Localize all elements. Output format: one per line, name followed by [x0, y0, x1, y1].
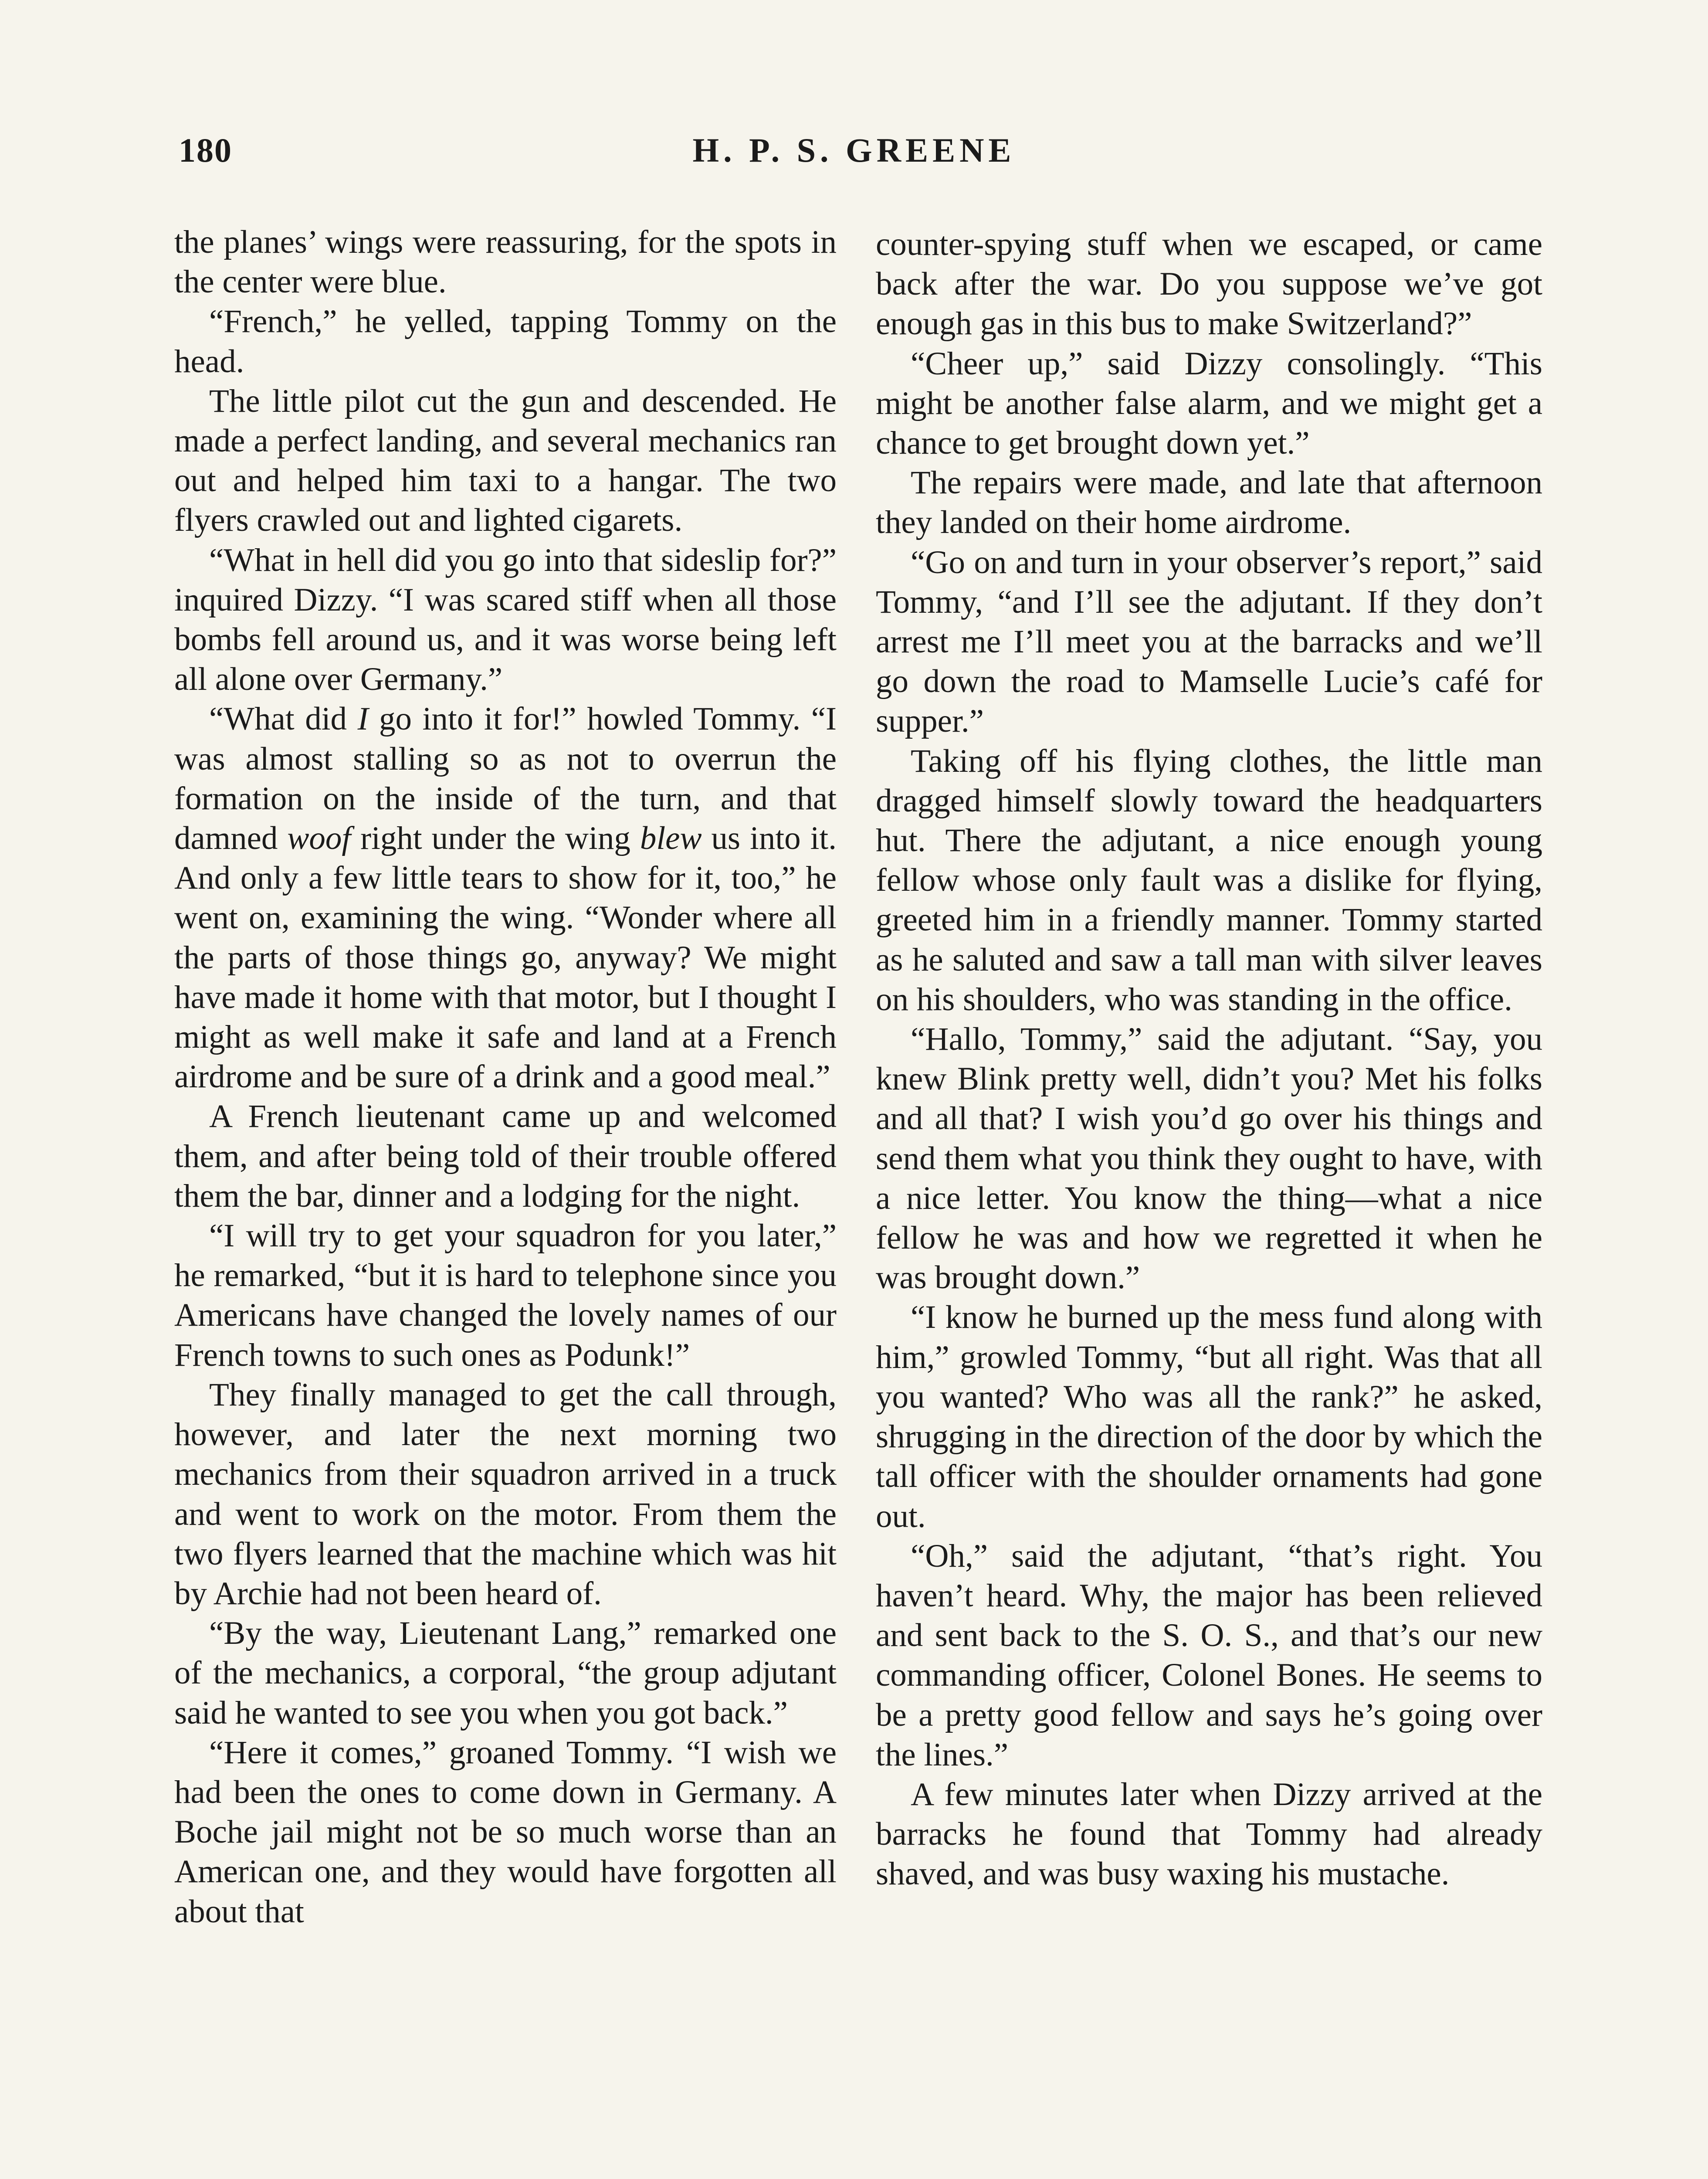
paragraph: The little pilot cut the gun and descended. He made a perfect landing, and several mechanics ran out and helped him taxi to a hangar. The two flyers crawled out and lighted cigarets. [174, 383, 837, 539]
paragraph: counter-spying stuff when we escaped, or came back after the war. Do you suppose we’ve got enough gas in this bus to make Switzerland?” [876, 226, 1542, 342]
paragraph: “Here it comes,” groaned Tommy. “I wish we had been the ones to come down in Germany. A Boche jail might not be so much worse than an American one, and they would have forgotten all about that [174, 1734, 837, 1930]
paragraph: “Go on and turn in your observer’s report,” said Tommy, “and I’ll see the adjutant. If they don’t arrest me I’ll meet you at the barracks and we’ll go down the road to Mamselle Lucie’s café for supper.” [876, 544, 1542, 740]
paragraph: “By the way, Lieutenant Lang,” remarked one of the mechanics, a corporal, “the group adjutant said he wanted to see you when you got back.” [174, 1615, 837, 1731]
paragraph: A few minutes later when Dizzy arrived at the barracks he found that Tommy had already shaved, and was busy waxing his mustache. [876, 1776, 1542, 1892]
page-header [0, 131, 1708, 192]
paragraph: “Oh,” said the adjutant, “that’s right. You haven’t heard. Why, the major has been relieved and sent back to the S. O. S., and that’s our new commanding officer, Colonel Bones. He seems to be a pretty good fellow and says he’s going over the lines.” [876, 1538, 1542, 1773]
paragraph: “I will try to get your squadron for you later,” he remarked, “but it is hard to telephone since you Americans have changed the lovely names of our French towns to such ones as Podunk!” [174, 1218, 837, 1373]
page-number: 180 [179, 131, 232, 169]
paragraph: the planes’ wings were reassuring, for the spots in the center were blue. [174, 224, 837, 300]
paragraph: “I know he burned up the mess fund along with him,” growled Tommy, “but all right. Was that all you wanted? Who was all the rank?” he asked, shrugging in the direction of the door by which the tall officer with the shoulder ornaments had gone out. [876, 1299, 1542, 1534]
paragraph: They finally managed to get the call through, however, and later the next morning two mechanics from their squadron arrived in a truck and went to work on the motor. From them the two flyers learned that the machine which was hit by Archie had not been heard of. [174, 1376, 837, 1612]
right-column [876, 224, 1542, 1894]
paragraph: “What in hell did you go into that sideslip for?” inquired Dizzy. “I was scared stiff when all those bombs fell around us, and it was worse being left all alone over Germany.” [174, 542, 837, 698]
paragraph: The repairs were made, and late that afternoon they landed on their home airdrome. [876, 465, 1542, 541]
paragraph: A French lieutenant came up and welcomed them, and after being told of their trouble offered them the bar, dinner and a lodging for the night. [174, 1098, 837, 1214]
paragraph: “Cheer up,” said Dizzy consolingly. “This might be another false alarm, and we might get a chance to get brought down yet.” [876, 345, 1542, 462]
paragraph: “French,” he yelled, tapping Tommy on the head. [174, 303, 837, 380]
paragraph: “What did I go into it for!” howled Tommy. “I was almost stalling so as not to overrun the formation on the inside of the turn, and that damned woof right under the wing blew us into it. And only a few little tears to show for it, too,” he went on, examining the wing. “Wonder where all the parts of those things go, anyway? We might have made it home with that motor, but I thought I might as well make it safe and land at a French airdrome and be sure of a drink and a good meal.” [174, 701, 837, 1095]
left-column [174, 222, 837, 1931]
running-head: H. P. S. GREENE [692, 131, 1016, 169]
paragraph: “Hallo, Tommy,” said the adjutant. “Say, you knew Blink pretty well, didn’t you? Met his folks and all that? I wish you’d go over his things and send them what you think they ought to have, with a nice letter. You know the thing—what a nice fellow he was and how we regretted it when he was brought down.” [876, 1021, 1542, 1296]
paragraph: Taking off his flying clothes, the little man dragged himself slowly toward the headquarters hut. There the adjutant, a nice enough young fellow whose only fault was a dislike for flying, greeted him in a friendly manner. Tommy started as he saluted and saw a tall man with silver leaves on his shoulders, who was standing in the office. [876, 743, 1542, 1018]
